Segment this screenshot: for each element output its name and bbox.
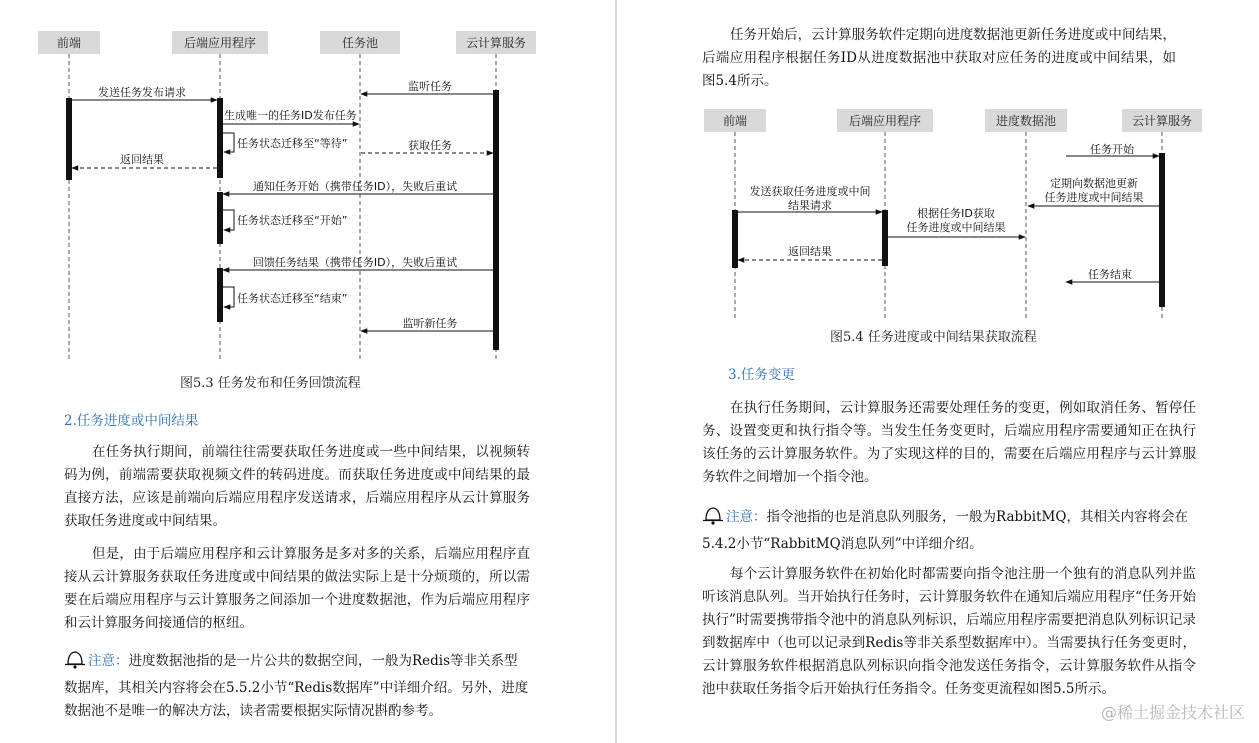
lane-label-cloud: 云计算服务 <box>465 36 527 50</box>
self-arrow-waiting <box>223 133 234 152</box>
msg-get-by-id-2: 任务进度或中间结果 <box>906 221 1006 234</box>
note-text: 指令池指的也是消息队列服务，一般为RabbitMQ，其相关内容将会在5.4.2小节“RabbitMQ消息队列”中详细介绍。 <box>702 509 1188 552</box>
msg-feedback-result: 回馈任务结果（携带任务ID），失败后重试 <box>252 256 458 269</box>
note-block <box>702 505 1196 556</box>
right-page <box>620 0 1259 743</box>
lane-label-task-pool: 任务池 <box>341 36 379 50</box>
section-heading-3: 3.任务变更 <box>728 367 795 383</box>
section-heading-2: 2.任务进度或中间结果 <box>64 413 199 429</box>
msg-generate-id: 生成唯一的任务ID发布任务 <box>224 109 357 122</box>
msg-return-result: 返回结果 <box>120 153 164 166</box>
lane-label-cloud: 云计算服务 <box>1131 114 1193 128</box>
note-text: 进度数据池指的是一片公共的数据空间，一般为Redis等非关系型数据库，其相关内容将会在5.5.2小节“Redis数据库”中详细介绍。另外，进度数据池不是唯一的解决方法，读者需要根据实际情况斟酌参考。 <box>64 653 529 719</box>
bell-icon <box>64 649 86 677</box>
watermark: @稀土掘金技术社区 <box>1100 703 1245 722</box>
lane-label-progress-pool: 进度数据池 <box>995 114 1057 128</box>
activation-backend-2 <box>217 192 223 244</box>
paragraph-2: 但是，由于后端应用程序和云计算服务是多对多的关系，后端应用程序直接从云计算服务获取任务进度或中间结果的做法实际上是十分烦琐的，所以需要在后端应用程序与云计算服务之间添加一个进度数据池，作为后端应用程序和云计算服务间接通信的枢纽。 <box>64 546 530 631</box>
msg-fetch-request-1: 发送获取任务进度或中间 <box>749 185 871 198</box>
msg-task-start: 任务开始 <box>1090 143 1134 156</box>
paragraph-task-change: 在执行任务期间，云计算服务还需要处理任务的变更，例如取消任务、暂停任务、设置变更和执行指令等。当发生任务变更时，后端应用程序需要通知正在执行该任务的云计算服务软件。为了实现这样的目的，需要在后端应用程序与云计算服务软件之间增加一个指令池。 <box>702 400 1196 485</box>
msg-get-by-id-1: 根据任务ID获取 <box>917 207 995 220</box>
msg-state-start: 任务状态迁移至“开始” <box>237 214 348 227</box>
lane-label-backend: 后端应用程序 <box>183 36 257 50</box>
activation-backend <box>882 210 888 266</box>
lane-label-backend: 后端应用程序 <box>848 114 922 128</box>
figure-caption-5-4: 图5.4 任务进度或中间结果获取流程 <box>830 330 1037 345</box>
paragraph-1: 在任务执行期间，前端往往需要获取任务进度或一些中间结果，以视频转码为例，前端需要获取视频文件的转码进度。而获取任务进度或中间结果的最直接方法，应该是前端向后端应用程序发送请求，后端应用程序从云计算服务获取任务进度或中间结果。 <box>64 444 530 529</box>
msg-publish-request: 发送任务发布请求 <box>98 86 186 99</box>
note-tag: 注意： <box>726 509 767 525</box>
activation-backend-3 <box>217 268 223 322</box>
msg-task-end: 任务结束 <box>1088 268 1132 281</box>
page-divider <box>615 0 617 743</box>
msg-state-waiting: 任务状态迁移至“等待” <box>237 137 348 150</box>
bell-icon <box>702 505 724 533</box>
activation-backend-1 <box>217 98 223 178</box>
note-block <box>64 649 530 723</box>
msg-state-end: 任务状态迁移至“结束” <box>237 292 348 305</box>
msg-return-result: 返回结果 <box>788 245 832 258</box>
activation-cloud <box>1159 153 1165 307</box>
msg-periodic-update-1: 定期向数据池更新 <box>1050 177 1138 190</box>
activation-cloud <box>493 90 499 350</box>
msg-listen-new-task: 监听新任务 <box>402 317 458 330</box>
activation-frontend <box>732 210 738 268</box>
msg-fetch-task: 获取任务 <box>408 139 452 152</box>
msg-periodic-update-2: 任务进度或中间结果 <box>1044 191 1144 204</box>
self-arrow-start <box>223 210 234 230</box>
sequence-diagram-5-4 <box>620 100 1259 420</box>
msg-fetch-request-2: 结果请求 <box>788 199 832 212</box>
paragraph-message-queue: 每个云计算服务软件在初始化时都需要向指令池注册一个独有的消息队列并监听该消息队列。当开始执行任务时，云计算服务软件在通知后端应用程序“任务开始执行”时需要携带指令池中的消息队列标识，后端应用程序需要把消息队列标识记录到数据库中（也可以记录到Redis等非关系型数据库中）。当需要执行任务变更时，云计算服务软件根据消息队列标识向指令池发送任务指令，云计算服务软件从指令池中获取任务指令后开始执行任务指令。任务变更流程如图5.5所示。 <box>702 566 1196 697</box>
lane-label-frontend: 前端 <box>722 114 748 128</box>
left-page <box>0 0 614 743</box>
self-arrow-end <box>223 287 234 307</box>
sequence-diagram-5-3 <box>0 0 614 365</box>
lane-label-frontend: 前端 <box>56 36 82 50</box>
activation-frontend <box>66 98 72 180</box>
msg-notify-start: 通知任务开始（携带任务ID），失败后重试 <box>252 180 458 193</box>
msg-listen-task: 监听任务 <box>408 80 452 93</box>
note-tag: 注意： <box>88 653 129 669</box>
paragraph-intro: 任务开始后，云计算服务软件定期向进度数据池更新任务进度或中间结果，后端应用程序根据任务ID从进度数据池中获取对应任务的进度或中间结果，如图5.4所示。 <box>702 27 1176 89</box>
figure-caption-5-3: 图5.3 任务发布和任务回馈流程 <box>180 376 361 391</box>
